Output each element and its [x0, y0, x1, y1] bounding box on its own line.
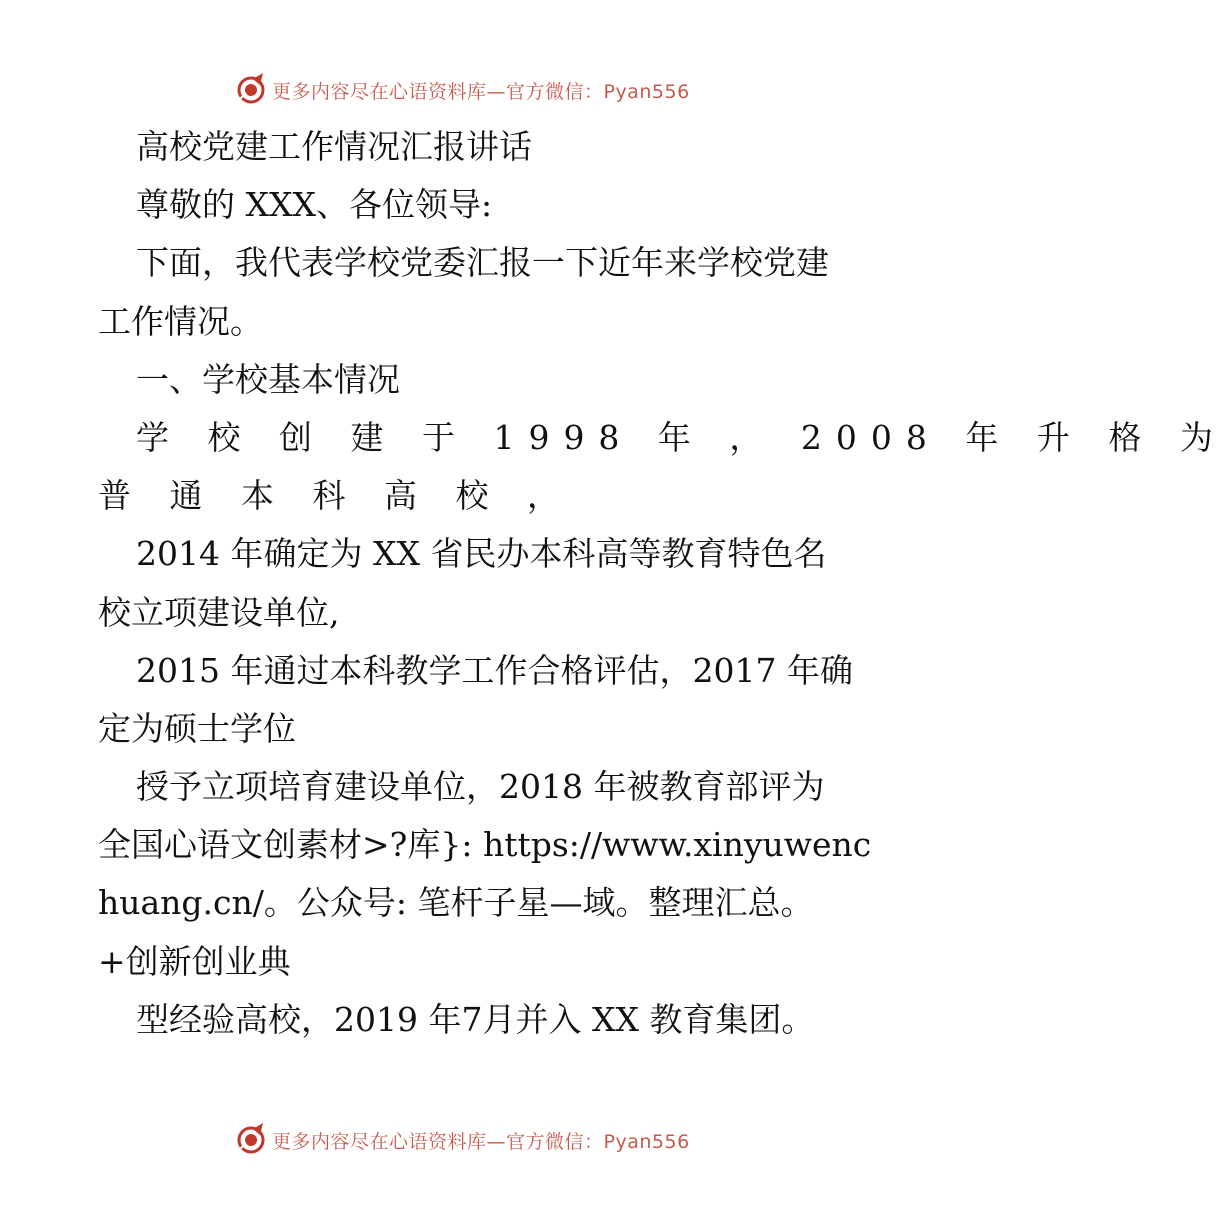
doc-paragraph-line: 全国心语文创素材>?库}: https://www.xinyuwenc: [98, 825, 872, 865]
doc-paragraph-line: 定为硕士学位: [98, 708, 296, 748]
doc-paragraph-line: 校立项建设单位,: [98, 592, 340, 632]
doc-paragraph-line: 授予立项培育建设单位，2018 年被教育部评为: [136, 767, 825, 807]
footer-banner: [0, 1120, 950, 1160]
doc-paragraph-line: 2015 年通过本科教学工作合格评估，2017 年确: [136, 650, 853, 690]
doc-title: 高校党建工作情况汇报讲话: [136, 127, 532, 166]
document-body: [98, 118, 1227, 1049]
pen-logo-icon: [236, 75, 266, 105]
doc-section-heading: 一、学校基本情况: [136, 359, 400, 399]
doc-paragraph-line: huang.cn/。公众号: 笔杆子星—域。整理汇总。: [98, 883, 814, 923]
header-banner-text: 更多内容尽在心语资料库—官方微信：Pyan556: [272, 80, 690, 103]
header-banner: [0, 70, 950, 110]
doc-paragraph-line: 学 校 创 建 于 1998 年 ， 2008 年 升 格 为: [136, 417, 1227, 457]
doc-paragraph-line: 下面，我代表学校党委汇报一下近年来学校党建: [136, 243, 829, 283]
header-banner-content: [236, 74, 690, 106]
doc-paragraph-line: 普 通 本 科 高 校 ，: [98, 476, 574, 516]
doc-paragraph-line: 工作情况。: [98, 301, 263, 341]
footer-banner-content: [236, 1124, 690, 1156]
doc-salutation: 尊敬的 XXX、各位领导:: [136, 185, 493, 225]
footer-banner-text: 更多内容尽在心语资料库—官方微信：Pyan556: [272, 1130, 690, 1153]
doc-paragraph-line: +创新创业典: [98, 941, 291, 981]
doc-paragraph-line: 型经验高校，2019 年7月并入 XX 教育集团。: [136, 999, 815, 1039]
doc-paragraph-line: 2014 年确定为 XX 省民办本科高等教育特色名: [136, 534, 827, 574]
pen-logo-icon: [236, 1125, 266, 1155]
